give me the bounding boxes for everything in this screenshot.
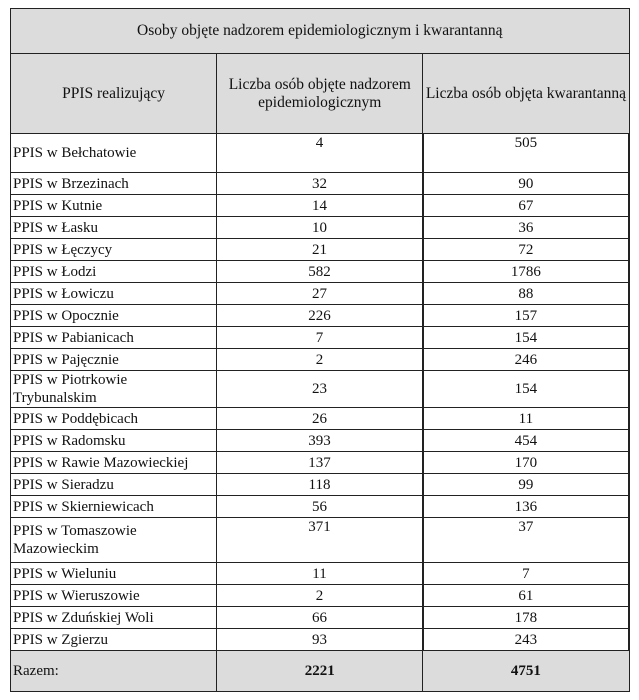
row-quarantine: 178 [423, 607, 629, 629]
row-supervision: 10 [217, 217, 423, 239]
row-name: PPIS w Piotrkowie Trybunalskim [11, 371, 217, 408]
table-row [11, 585, 630, 607]
row-quarantine: 154 [423, 327, 629, 349]
header-ppis: PPIS realizujący [11, 54, 217, 134]
row-quarantine: 246 [423, 349, 629, 371]
row-name: PPIS w Opocznie [11, 305, 217, 327]
row-supervision: 2 [217, 349, 423, 371]
row-quarantine: 7 [423, 563, 629, 585]
row-supervision: 32 [217, 173, 423, 195]
table-row [11, 629, 630, 651]
row-supervision: 118 [217, 474, 423, 496]
table-row [11, 195, 630, 217]
row-supervision: 26 [217, 408, 423, 430]
row-name: PPIS w Pajęcznie [11, 349, 217, 371]
row-name: PPIS w Sieradzu [11, 474, 217, 496]
table-row [11, 283, 630, 305]
table-row [11, 327, 630, 349]
table-row [11, 496, 630, 518]
row-supervision: 7 [217, 327, 423, 349]
table-row [11, 452, 630, 474]
row-name: PPIS w Rawie Mazowieckiej [11, 452, 217, 474]
header-quarantine: Liczba osób objęta kwarantanną [423, 54, 629, 134]
table-row [11, 607, 630, 629]
total-label: Razem: [11, 651, 217, 692]
row-quarantine: 136 [423, 496, 629, 518]
total-row [11, 651, 630, 692]
row-name: PPIS w Łodzi [11, 261, 217, 283]
row-supervision: 582 [217, 261, 423, 283]
table-row [11, 173, 630, 195]
row-quarantine: 1786 [423, 261, 629, 283]
row-quarantine: 88 [423, 283, 629, 305]
row-supervision: 4 [217, 134, 423, 173]
table-row [11, 408, 630, 430]
table-row [11, 261, 630, 283]
row-name: PPIS w Skierniewicach [11, 496, 217, 518]
row-quarantine: 37 [423, 518, 629, 563]
table-row [11, 239, 630, 261]
row-supervision: 226 [217, 305, 423, 327]
row-supervision: 21 [217, 239, 423, 261]
table-row [11, 305, 630, 327]
row-supervision: 23 [217, 371, 423, 408]
row-supervision: 27 [217, 283, 423, 305]
row-name: PPIS w Wieruszowie [11, 585, 217, 607]
row-quarantine: 157 [423, 305, 629, 327]
row-name: PPIS w Wieluniu [11, 563, 217, 585]
row-supervision: 2 [217, 585, 423, 607]
row-quarantine: 61 [423, 585, 629, 607]
row-quarantine: 454 [423, 430, 629, 452]
row-supervision: 66 [217, 607, 423, 629]
row-name: PPIS w Pabianicach [11, 327, 217, 349]
row-name: PPIS w Radomsku [11, 430, 217, 452]
table-row [11, 474, 630, 496]
row-quarantine: 11 [423, 408, 629, 430]
table-title: Osoby objęte nadzorem epidemiologicznym i kwarantanną [11, 9, 630, 54]
row-name: PPIS w Łowiczu [11, 283, 217, 305]
table-row [11, 518, 630, 563]
header-supervision: Liczba osób objęte nadzorem epidemiologicznym [217, 54, 423, 134]
epidemiology-table [10, 8, 630, 692]
row-name: PPIS w Zduńskiej Woli [11, 607, 217, 629]
row-supervision: 371 [217, 518, 423, 563]
table-row [11, 371, 630, 408]
row-name: PPIS w Brzezinach [11, 173, 217, 195]
table-row [11, 349, 630, 371]
total-quarantine: 4751 [423, 651, 629, 692]
row-name: PPIS w Tomaszowie Mazowieckim [11, 518, 217, 563]
row-quarantine: 90 [423, 173, 629, 195]
row-quarantine: 67 [423, 195, 629, 217]
document-table-wrapper [10, 8, 630, 692]
row-quarantine: 505 [423, 134, 629, 173]
table-row [11, 563, 630, 585]
row-quarantine: 170 [423, 452, 629, 474]
row-name: PPIS w Łęczycy [11, 239, 217, 261]
row-supervision: 137 [217, 452, 423, 474]
table-row [11, 430, 630, 452]
table-row [11, 217, 630, 239]
row-name: PPIS w Poddębicach [11, 408, 217, 430]
row-name: PPIS w Kutnie [11, 195, 217, 217]
row-supervision: 393 [217, 430, 423, 452]
row-quarantine: 99 [423, 474, 629, 496]
row-supervision: 11 [217, 563, 423, 585]
row-quarantine: 154 [423, 371, 629, 408]
row-supervision: 14 [217, 195, 423, 217]
row-supervision: 56 [217, 496, 423, 518]
row-quarantine: 72 [423, 239, 629, 261]
row-name: PPIS w Bełchatowie [11, 134, 217, 173]
table-row [11, 134, 630, 173]
row-supervision: 93 [217, 629, 423, 651]
row-name: PPIS w Zgierzu [11, 629, 217, 651]
row-name: PPIS w Łasku [11, 217, 217, 239]
row-quarantine: 243 [423, 629, 629, 651]
total-supervision: 2221 [217, 651, 423, 692]
row-quarantine: 36 [423, 217, 629, 239]
